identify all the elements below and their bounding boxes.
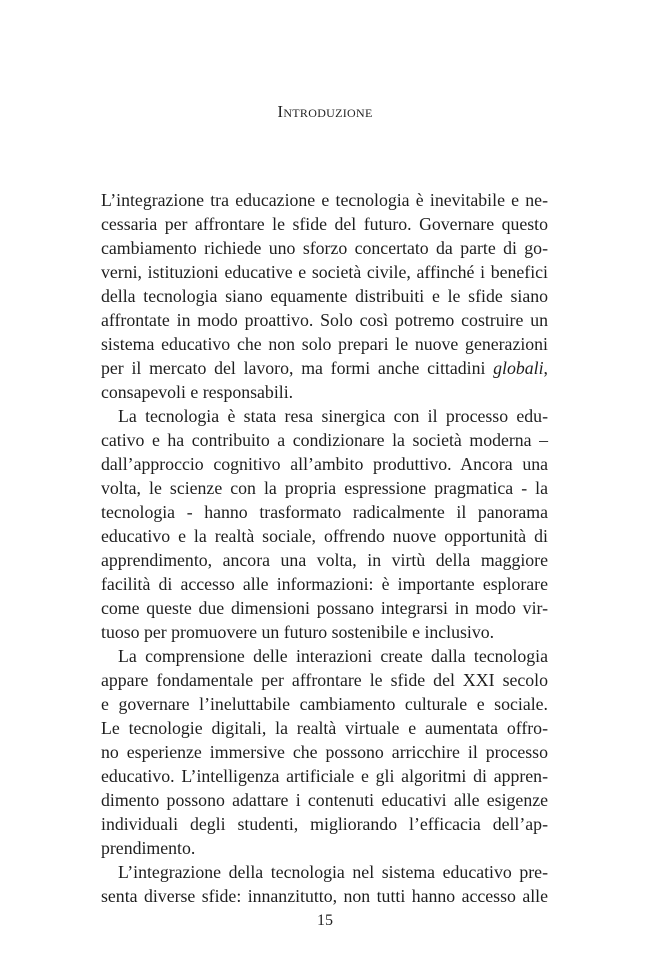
paragraph-1 [101, 188, 548, 404]
paragraph-4 [101, 860, 548, 908]
text-line: La tecnologia è stata resa sinergica con il processo edu- [118, 406, 548, 426]
text-line: e governare l’ineluttabile cambiamento culturale e sociale. [101, 694, 548, 714]
emphasized-word: globali [493, 358, 544, 378]
text-line: appare fondamentale per affrontare le sfide del XXI secolo [101, 670, 548, 690]
chapter-title: Introduzione [277, 102, 373, 121]
text-line: educativo. L’intelligenza artificiale e gli algoritmi di appren- [101, 766, 548, 786]
paragraph-3 [101, 644, 548, 860]
text-line: della tecnologia siano equamente distribuiti e le sfide siano [101, 286, 548, 306]
text-line: dall’approccio cognitivo all’ambito produttivo. Ancora una [101, 454, 548, 474]
text-line: individuali degli studenti, migliorando l’efficacia dell’ap- [101, 814, 548, 834]
text-line: educativo e la realtà sociale, offrendo nuove opportunità di [101, 526, 548, 546]
text-line: consapevoli e responsabili. [101, 382, 294, 402]
text-line: L’integrazione tra educazione e tecnologia è inevitabile e ne- [101, 190, 548, 210]
body-text [101, 188, 548, 908]
text-line: tuoso per promuovere un futuro sostenibile e inclusivo. [101, 622, 495, 642]
text-line: apprendimento, ancora una volta, in virtù della maggiore [101, 550, 548, 570]
text-line: facilità di accesso alle informazioni: è importante esplorare [101, 574, 548, 594]
text-line: come queste due dimensioni possano integrarsi in modo vir- [101, 598, 548, 618]
text-line: senta diverse sfide: innanzitutto, non tutti hanno accesso alle [101, 886, 548, 906]
text-line-with-italic: per il mercato del lavoro, ma formi anche cittadini globali, [101, 358, 548, 378]
text-line: L’integrazione della tecnologia nel sistema educativo pre- [118, 862, 548, 882]
text-line: prendimento. [101, 838, 196, 858]
text-line: tecnologia - hanno trasformato radicalmente il panorama [101, 502, 548, 522]
text-line: cativo e ha contribuito a condizionare la società moderna – [101, 430, 548, 450]
text-line: dimento possono adattare i contenuti educativi alle esigenze [101, 790, 548, 810]
text-line: cambiamento richiede uno sforzo concertato da parte di go- [101, 238, 548, 258]
text-line: cessaria per affrontare le sfide del futuro. Governare questo [101, 214, 548, 234]
text-line: no esperienze immersive che possono arricchire il processo [101, 742, 548, 762]
text-line: sistema educativo che non solo prepari le nuove generazioni [101, 334, 548, 354]
text-line: Le tecnologie digitali, la realtà virtuale e aumentata offro- [101, 718, 548, 738]
text-line: La comprensione delle interazioni create dalla tecnologia [118, 646, 548, 666]
text-line: verni, istituzioni educative e società civile, affinché i benefici [101, 262, 548, 282]
paragraph-2 [101, 404, 548, 644]
text-line: volta, le scienze con la propria espressione pragmatica - la [101, 478, 548, 498]
text-line: affrontate in modo proattivo. Solo così potremo costruire un [101, 310, 548, 330]
page-number: 15 [317, 912, 333, 929]
